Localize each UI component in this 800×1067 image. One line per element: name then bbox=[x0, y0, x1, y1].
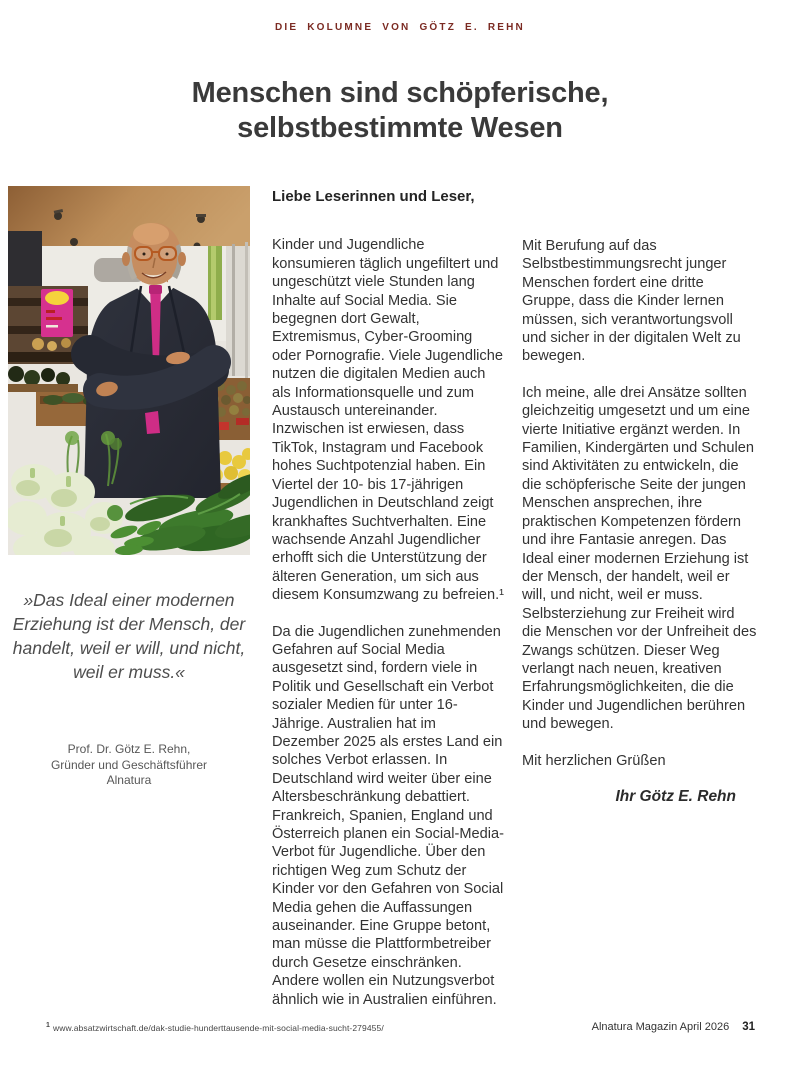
page-footer bbox=[592, 1021, 755, 1033]
body-paragraph: Mit Berufung auf das Selbstbestimmungsrecht junger Menschen fordert eine dritte Gruppe, dass die Kinder lernen müssen, sich verantwortungsvoll und sicher in der digitalen Welt zu bewegen. bbox=[522, 238, 741, 365]
attribution-name: Prof. Dr. Götz E. Rehn, bbox=[67, 742, 191, 756]
page-title bbox=[0, 76, 800, 146]
body-paragraph: Kinder und Jugendliche konsumieren täglich ungefiltert und ungeschützt viele Stunden lang Inhalte auf Social Media. Sie begegnen dort Gewalt, Extremismus, Cyber-Grooming oder Pornografie. Viele Jugendliche nutzen die digitalen Medien auch als Informationsquelle und zum Austausch untereinander. Inzwischen ist erwiesen, dass TikTok, Instagram und Facebook hohes Suchtpotenzial haben. Ein Viertel der 10- bis 17-jährigen Jugendlichen in Deutschland zeigt krankhaftes Suchtverhalten. Eine wachsende Anzahl Jugendlicher erhofft sich die Unterstützung der älteren Generation, um sich aus diesem Konsumzwang zu befreien.¹ bbox=[272, 237, 504, 604]
pull-quote: »Das Ideal einer modernen Erziehung ist der Mensch, der handelt, weil er will, und nicht, weil er muss.« bbox=[12, 590, 246, 682]
footnote bbox=[46, 1022, 384, 1033]
quote-attribution bbox=[8, 742, 250, 789]
middle-column bbox=[272, 188, 505, 1027]
page-number: 31 bbox=[742, 1021, 755, 1033]
closing-line: Mit herzlichen Grüßen bbox=[522, 752, 666, 769]
portrait-photo bbox=[8, 186, 250, 555]
body-paragraph: Da die Jugendlichen zunehmenden Gefahren auf Social Media ausgesetzt sind, fordern viele in Politik und Gesellschaft ein Verbot sozialer Medien für unter 16-Jährige. Australien hat im Dezember 2025 als erstes Land ein solches Verbot erlassen. In Deutschland wird weiter über eine Altersbeschränkung debattiert. Frankreich, Spanien, England und Österreich planen ein Social-Media-Verbot für Jugendliche. Über den richtigen Weg zum Schutz der Kinder vor den Gefahren von Social Media gehen die Auffassungen auseinander. Eine Gruppe betont, man müsse die Plattformbetreiber durch Gesetze einschränken. Andere wollen ein Nutzungsverbot ähnlich wie in Australien einführen. bbox=[272, 623, 504, 1008]
title-line-1: Menschen sind schöpferische, bbox=[191, 77, 609, 109]
footnote-url[interactable]: www.absatzwirtschaft.de/dak-studie-hunderttausende-mit-social-media-sucht-279455/ bbox=[53, 1022, 384, 1033]
attribution-role: Gründer und Geschäftsführer bbox=[50, 757, 208, 772]
footnote-marker: 1 bbox=[46, 1022, 50, 1029]
right-column bbox=[522, 237, 758, 824]
attribution-company: Alnatura bbox=[106, 773, 152, 787]
signature: Ihr Götz E. Rehn bbox=[615, 787, 736, 805]
column-kicker: DIE KOLUMNE VON GÖTZ E. REHN bbox=[275, 22, 525, 33]
body-paragraph: Ich meine, alle drei Ansätze sollten gleichzeitig umgesetzt und um eine vierte Initiative ergänzt werden. In Familien, Kindergärten und Schulen sind Aktivitäten zu entwickeln, die die schöpferische Seite der jungen Menschen ansprechen, ihre praktischen Kompetenzen fördern und ihre Fantasie anregen. Das Ideal einer modernen Erziehung ist der Mensch, der handelt, weil er will, und nicht, weil er muss. Selbsterziehung zur Freiheit wird die Menschen vor der Unfreiheit des Zwangs schützen. Dieser Weg verlangt nach neuen, kreativen Erfahrungsmöglichkeiten, die die Kinder und Jugendlichen berühren und bewegen. bbox=[522, 384, 757, 733]
salutation: Liebe Leserinnen und Leser, bbox=[272, 188, 475, 205]
magazine-issue: Alnatura Magazin April 2026 bbox=[591, 1021, 730, 1033]
title-line-2: selbstbestimmte Wesen bbox=[237, 112, 563, 144]
